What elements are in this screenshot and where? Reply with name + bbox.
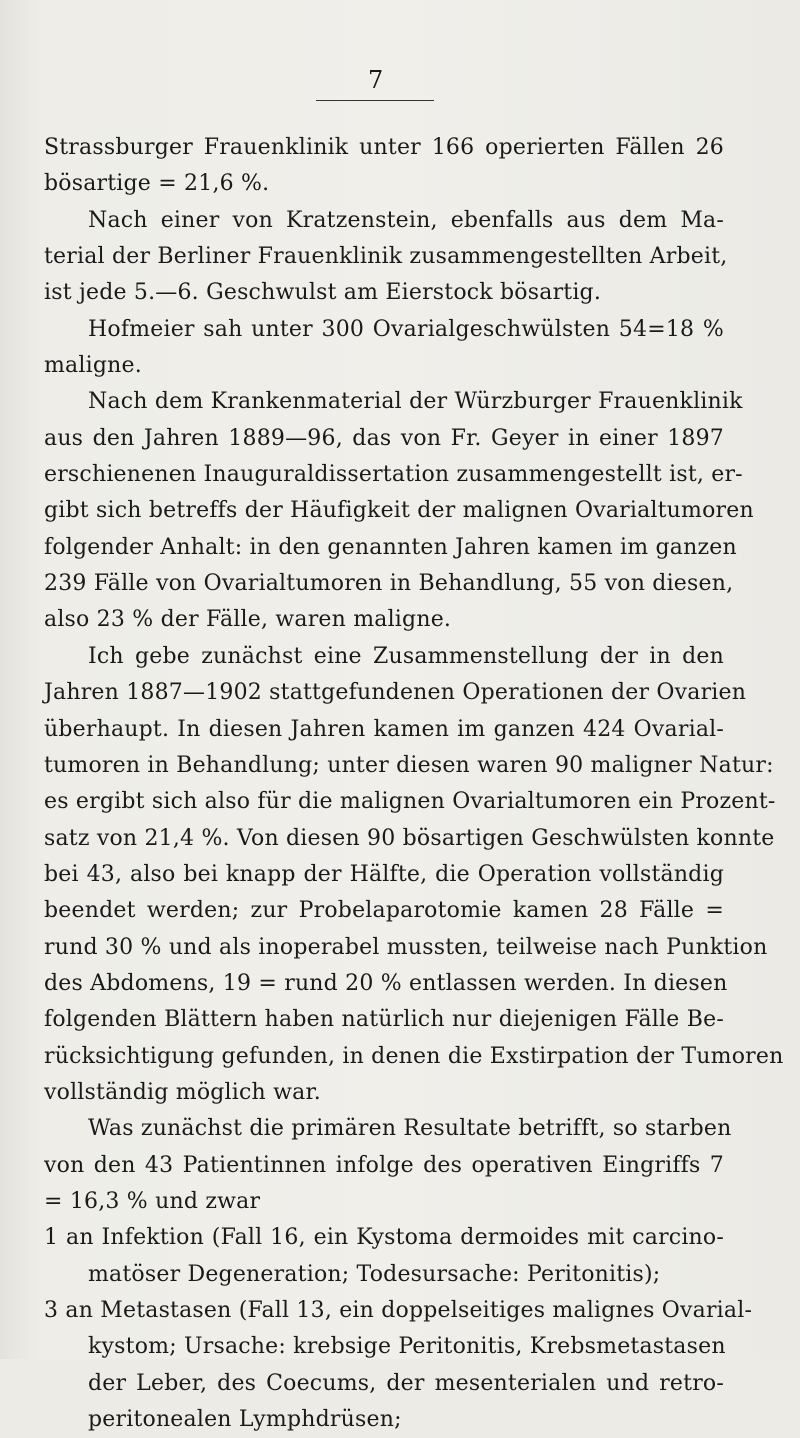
text-line: der Leber, des Coecums, der mesenterialen und retro- (88, 1370, 724, 1396)
body-text (44, 130, 784, 1438)
text-line: maligne. (44, 353, 142, 379)
text-line: matöser Degeneration; Todesursache: Peritonitis); (88, 1261, 661, 1287)
text-line: bei 43, also bei knapp der Hälfte, die Operation vollständig (44, 861, 724, 887)
text-line: kystom; Ursache: krebsige Peritonitis, Krebsmetastasen (88, 1334, 726, 1360)
text-line: überhaupt. In diesen Jahren kamen im ganzen 424 Ovarial- (44, 716, 724, 742)
text-line: es ergibt sich also für die malignen Ovarialtumoren ein Prozent- (44, 789, 776, 815)
text-line: tumoren in Behandlung; unter diesen waren 90 maligner Natur: (44, 752, 774, 778)
text-line: folgenden Blättern haben natürlich nur diejenigen Fälle Be- (44, 1007, 724, 1033)
text-line: Nach einer von Kratzenstein, ebenfalls aus dem Ma- (88, 207, 724, 233)
page-number-rule (316, 100, 434, 101)
text-line: von den 43 Patientinnen infolge des operativen Eingriffs 7 (44, 1152, 724, 1178)
text-line: 239 Fälle von Ovarialtumoren in Behandlung, 55 von diesen, (44, 571, 734, 597)
text-line: des Abdomens, 19 = rund 20 % entlassen werden. In diesen (44, 970, 728, 996)
text-line: Ich gebe zunächst eine Zusammenstellung der in den (88, 643, 724, 669)
text-line: aus den Jahren 1889—96, das von Fr. Geyer in einer 1897 (44, 425, 724, 451)
text-line: gibt sich betreffs der Häufigkeit der malignen Ovarialtumoren (44, 498, 754, 524)
text-line: folgender Anhalt: in den genannten Jahren kamen im ganzen (44, 534, 737, 560)
text-line: ist jede 5.—6. Geschwulst am Eierstock bösartig. (44, 280, 602, 306)
text-line: Nach dem Krankenmaterial der Würzburger Frauenklinik (88, 389, 743, 415)
text-line: beendet werden; zur Probelaparotomie kamen 28 Fälle = (44, 898, 724, 924)
text-line: bösartige = 21,6 %. (44, 171, 270, 197)
text-line: Was zunächst die primären Resultate betrifft, so starben (88, 1116, 732, 1142)
text-line: Jahren 1887—1902 stattgefundenen Operationen der Ovarien (44, 680, 747, 706)
text-line: Hofmeier sah unter 300 Ovarialgeschwülsten 54=18 % (88, 316, 724, 342)
text-line: vollständig möglich war. (44, 1079, 321, 1105)
text-line: 1 an Infektion (Fall 16, ein Kystoma dermoides mit carcino- (44, 1225, 724, 1251)
text-line: Strassburger Frauenklinik unter 166 operierten Fällen 26 (44, 135, 724, 160)
text-line: terial der Berliner Frauenklinik zusammengestellten Arbeit, (44, 244, 728, 270)
text-line: = 16,3 % und zwar (44, 1188, 261, 1214)
text-line: also 23 % der Fälle, waren maligne. (44, 607, 452, 633)
text-line: rücksichtigung gefunden, in denen die Exstirpation der Tumoren (44, 1043, 784, 1069)
text-line: peritonealen Lymphdrüsen; (88, 1407, 402, 1433)
page-number: 7 (368, 66, 384, 94)
text-line: erschienenen Inauguraldissertation zusammengestellt ist, er- (44, 462, 743, 488)
text-line: 3 an Metastasen (Fall 13, ein doppelseitiges malignes Ovarial- (44, 1298, 753, 1323)
text-line: satz von 21,4 %. Von diesen 90 bösartigen Geschwülsten konnte (44, 825, 775, 851)
text-line: rund 30 % und als inoperabel mussten, teilweise nach Punktion (44, 934, 768, 960)
